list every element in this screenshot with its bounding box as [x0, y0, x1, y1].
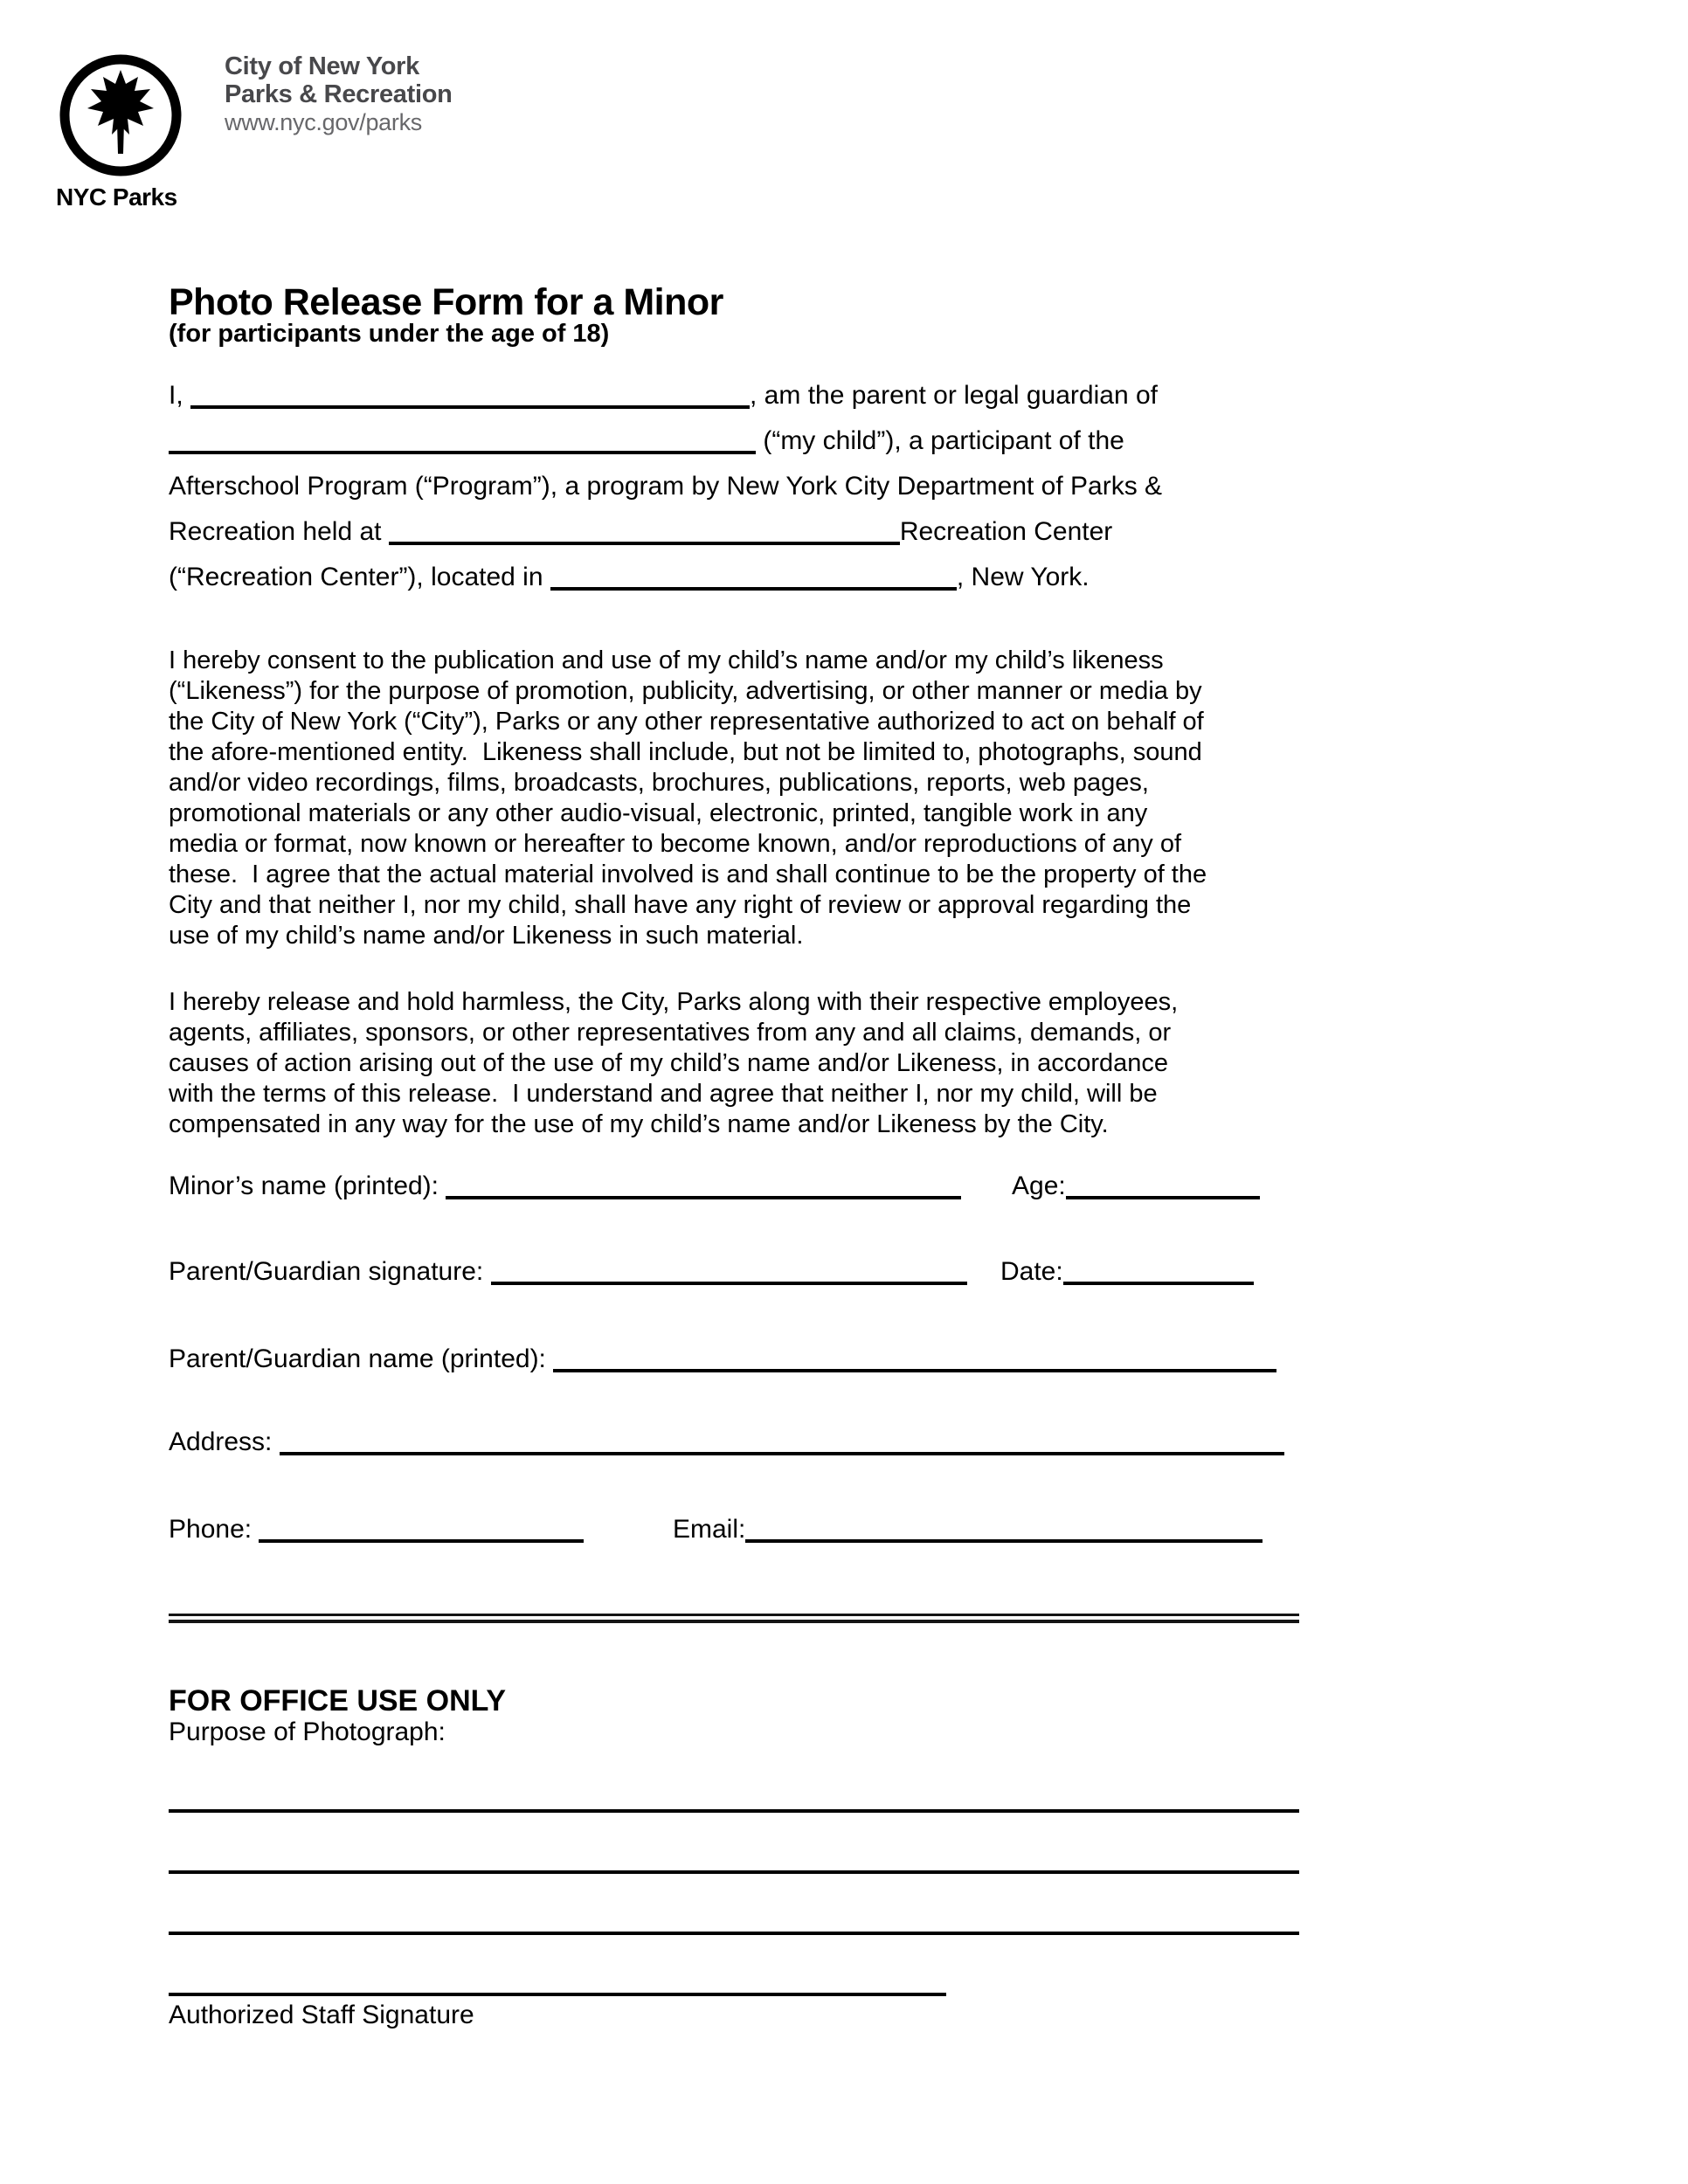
- intro-fill-in-paragraph: [169, 373, 1162, 600]
- paragraph-line: I hereby consent to the publication and use of my child’s name and/or my child’s likeness: [169, 646, 1164, 674]
- paragraph-line: City and that neither I, nor my child, shall have any right of review or approval regarding the: [169, 891, 1192, 919]
- office-use-heading: FOR OFFICE USE ONLY: [169, 1684, 507, 1717]
- section-divider: [169, 1614, 1299, 1623]
- purpose-of-photograph-label: Purpose of Photograph:: [169, 1717, 446, 1746]
- fill-in-blank[interactable]: [280, 1448, 1284, 1455]
- form-title: Photo Release Form for a Minor: [169, 281, 723, 323]
- fill-in-blank[interactable]: [491, 1277, 967, 1285]
- paragraph-line: promotional materials or any other audio-visual, electronic, printed, tangible work in any: [169, 799, 1148, 827]
- agency-header: [225, 52, 453, 136]
- form-subtitle: (for participants under the age of 18): [169, 320, 610, 348]
- consent-paragraph: [169, 646, 1207, 951]
- field-pair: [673, 1515, 1263, 1545]
- authorized-staff-signature-label: Authorized Staff Signature: [169, 2001, 474, 2029]
- fill-in-blank[interactable]: [446, 1192, 961, 1199]
- field-row: [169, 1344, 1304, 1386]
- paragraph-line: these. I agree that the actual material involved is and shall continue to be the property of the: [169, 860, 1207, 888]
- intro-text: I,: [169, 381, 191, 410]
- paragraph-line: (“Likeness”) for the purpose of promotion, publicity, advertising, or other manner or media by: [169, 677, 1202, 705]
- field-row: [169, 1515, 1304, 1557]
- intro-line: [169, 464, 1162, 509]
- fill-in-blank[interactable]: [553, 1365, 1276, 1372]
- field-label: Date:: [1000, 1257, 1063, 1286]
- field-label: Parent/Guardian signature:: [169, 1257, 491, 1286]
- paragraph-line: the City of New York (“City”), Parks or any other representative authorized to act on behalf of: [169, 708, 1204, 736]
- intro-text: , New York.: [956, 563, 1090, 591]
- logo-wordmark: NYC Parks: [56, 183, 177, 211]
- paragraph-line: I hereby release and hold harmless, the City, Parks along with their respective employees,: [169, 988, 1179, 1016]
- field-label: Phone:: [169, 1515, 259, 1544]
- agency-line-parks: Parks & Recreation: [225, 80, 453, 108]
- nyc-parks-leaf-logo-icon: [54, 49, 187, 182]
- intro-text: Recreation held at: [169, 517, 389, 546]
- agency-url: www.nyc.gov/parks: [225, 109, 422, 135]
- fill-in-blank[interactable]: [1063, 1277, 1254, 1285]
- intro-text: Afterschool Program (“Program”), a program by New York City Department of Parks &: [169, 472, 1163, 501]
- release-paragraph: [169, 987, 1178, 1140]
- intro-line: [169, 418, 1162, 464]
- office-write-in-line[interactable]: [169, 1809, 1299, 1813]
- field-row: [169, 1427, 1304, 1469]
- fill-in-blank[interactable]: [169, 446, 756, 454]
- intro-line: [169, 555, 1162, 600]
- intro-text: (“my child”), a participant of the: [756, 426, 1124, 455]
- staff-signature-line[interactable]: [169, 1993, 946, 1996]
- field-row: [169, 1257, 1304, 1299]
- fill-in-blank[interactable]: [550, 583, 957, 591]
- paragraph-line: and/or video recordings, films, broadcasts, brochures, publications, reports, web pages,: [169, 769, 1149, 797]
- field-label: Minor’s name (printed):: [169, 1171, 446, 1200]
- field-pair: [1000, 1257, 1254, 1287]
- intro-line: [169, 373, 1162, 418]
- fill-in-blank[interactable]: [389, 537, 900, 545]
- paragraph-line: media or format, now known or hereafter to become known, and/or reproductions of any of: [169, 830, 1182, 858]
- intro-text: Recreation Center: [899, 517, 1113, 546]
- paragraph-line: compensated in any way for the use of my child’s name and/or Likeness by the City.: [169, 1110, 1109, 1138]
- field-label: Email:: [673, 1515, 746, 1544]
- paragraph-line: agents, affiliates, sponsors, or other representatives from any and all claims, demands, or: [169, 1019, 1172, 1047]
- paragraph-line: causes of action arising out of the use of my child’s name and/or Likeness, in accordance: [169, 1049, 1168, 1077]
- fill-in-blank[interactable]: [745, 1535, 1263, 1543]
- field-pair: [1012, 1171, 1260, 1201]
- field-row: [169, 1171, 1304, 1213]
- intro-text: (“Recreation Center”), located in: [169, 563, 550, 591]
- paragraph-line: the afore-mentioned entity. Likeness shall include, but not be limited to, photographs, sound: [169, 738, 1202, 766]
- agency-line-city: City of New York: [225, 52, 419, 80]
- office-write-in-line[interactable]: [169, 1870, 1299, 1874]
- field-label: Address:: [169, 1427, 280, 1456]
- fill-in-blank[interactable]: [259, 1535, 584, 1543]
- office-write-in-line[interactable]: [169, 1932, 1299, 1935]
- intro-text: , am the parent or legal guardian of: [750, 381, 1158, 410]
- paragraph-line: use of my child’s name and/or Likeness in such material.: [169, 922, 804, 950]
- intro-line: [169, 509, 1162, 555]
- field-label: Parent/Guardian name (printed):: [169, 1344, 554, 1373]
- fill-in-blank[interactable]: [1066, 1192, 1260, 1199]
- paragraph-line: with the terms of this release. I understand and agree that neither I, nor my child, will be: [169, 1080, 1158, 1108]
- fill-in-blank[interactable]: [190, 401, 750, 409]
- field-label: Age:: [1012, 1171, 1066, 1200]
